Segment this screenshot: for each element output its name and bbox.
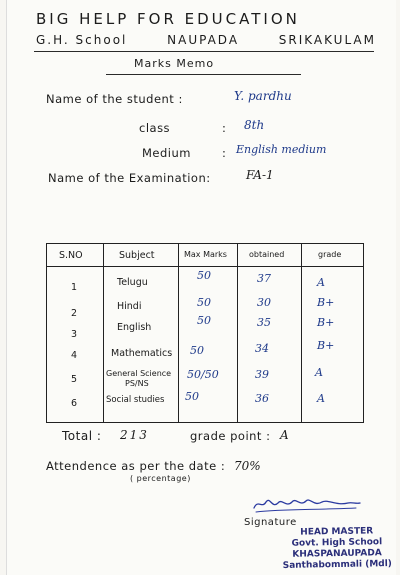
row6-max: 50 <box>185 390 199 403</box>
village-name: NAUPADA <box>167 33 240 47</box>
row6-sno: 6 <box>71 398 78 409</box>
row1-sno: 1 <box>71 282 78 293</box>
org-title: BIG HELP FOR EDUCATION <box>36 10 300 28</box>
row3-grade: B+ <box>317 316 335 329</box>
grade-point-value: A <box>280 428 289 442</box>
row2-max: 50 <box>197 296 211 309</box>
row4-subject: Mathematics <box>111 348 173 359</box>
stamp-mandal: Santhabommali (Mdl) <box>282 559 392 571</box>
row5-sno: 5 <box>71 374 78 385</box>
class-value: 8th <box>244 118 265 132</box>
row2-grade: B+ <box>317 296 335 309</box>
head-master-stamp <box>278 526 397 572</box>
row2-sno: 2 <box>71 308 78 319</box>
row5-max: 50/50 <box>187 368 219 381</box>
header-max-marks: Max Marks <box>184 250 227 259</box>
memo-title: Marks Memo <box>134 57 215 70</box>
total-label: Total : <box>62 429 102 443</box>
row6-subject: Social studies <box>106 395 165 405</box>
school-line <box>36 33 376 47</box>
district-name: SRIKAKULAM <box>278 33 376 47</box>
row1-grade: A <box>317 276 325 289</box>
row4-grade: B+ <box>317 339 335 352</box>
row1-obtained: 37 <box>257 272 271 285</box>
row6-obtained: 36 <box>255 392 269 405</box>
medium-label: Medium <box>142 146 191 160</box>
stamp-school: Govt. High School <box>291 537 383 549</box>
row5-subject: General Science <box>106 369 172 378</box>
class-label: class <box>139 121 171 135</box>
grade-point-label: grade point : <box>190 429 271 443</box>
table-header-rule <box>47 266 363 267</box>
row5-subject-sub: PS/NS <box>125 379 149 388</box>
class-colon: : <box>222 121 227 135</box>
header-rule <box>34 51 374 52</box>
row4-max: 50 <box>190 344 204 357</box>
table-col-divider <box>301 244 302 422</box>
header-sno: S.NO <box>59 250 83 261</box>
table-col-divider <box>237 244 238 422</box>
row5-grade: A <box>315 366 323 379</box>
row5-obtained: 39 <box>255 368 269 381</box>
medium-colon: : <box>222 146 227 160</box>
exam-name-label: Name of the Examination: <box>48 171 211 185</box>
table-col-divider <box>178 244 179 422</box>
attendance-value: 70% <box>234 459 261 473</box>
header-grade: grade <box>318 250 342 259</box>
marks-table <box>46 243 364 423</box>
row3-max: 50 <box>197 314 211 327</box>
row3-subject: English <box>117 322 152 333</box>
signature-label: Signature <box>244 517 297 528</box>
row3-obtained: 35 <box>257 316 271 329</box>
row3-sno: 3 <box>71 329 78 340</box>
marks-memo-sheet <box>6 0 396 575</box>
attendance-label: Attendence as per the date : <box>46 459 226 473</box>
exam-name-value: FA-1 <box>246 168 274 182</box>
row4-sno: 4 <box>71 350 78 361</box>
student-name-value: Y. pardhu <box>234 89 292 103</box>
signature-scribble <box>252 493 362 515</box>
stamp-village: KHASPANAUPADA <box>292 548 382 560</box>
medium-value: English medium <box>236 143 327 156</box>
row2-obtained: 30 <box>257 296 271 309</box>
stamp-title: HEAD MASTER <box>300 526 374 538</box>
row6-grade: A <box>317 392 325 405</box>
row1-subject: Telugu <box>117 277 148 288</box>
total-value: 213 <box>120 428 149 442</box>
header-subject: Subject <box>119 250 155 261</box>
attendance-note: ( percentage) <box>130 474 191 483</box>
student-name-label: Name of the student : <box>46 92 183 106</box>
memo-underline <box>106 74 301 75</box>
school-name: G.H. School <box>36 33 128 47</box>
header-obtained: obtained <box>249 250 285 259</box>
row1-max: 50 <box>197 269 211 282</box>
row4-obtained: 34 <box>255 342 269 355</box>
row2-subject: Hindi <box>117 301 142 312</box>
table-col-divider <box>103 244 104 422</box>
